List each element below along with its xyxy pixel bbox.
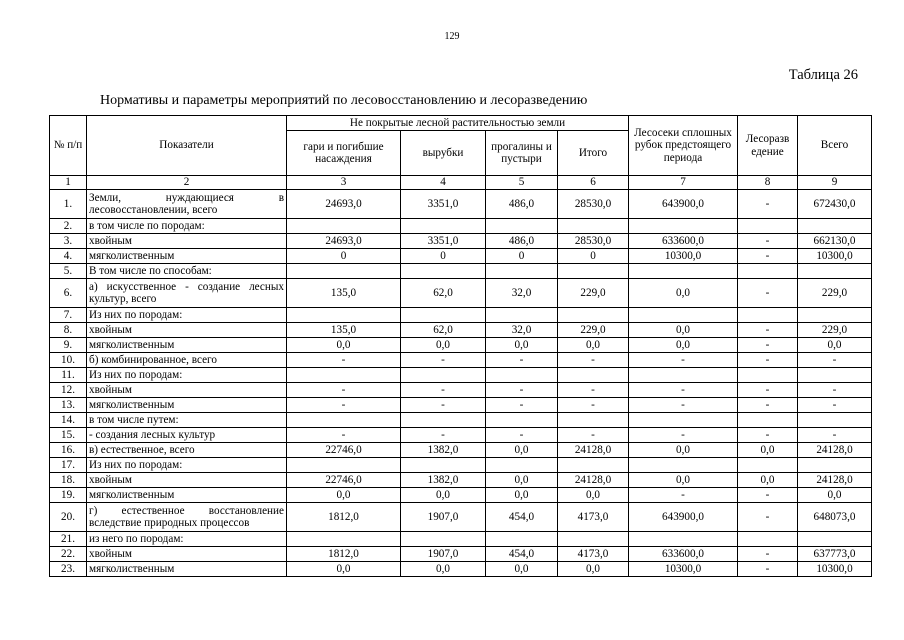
row-value: -	[401, 353, 486, 368]
row-number: 17.	[50, 458, 87, 473]
header-glades: прогалины и пустыри	[486, 131, 558, 176]
row-label: - создания лесных культур	[87, 428, 287, 443]
row-label: мягколиственным	[87, 398, 287, 413]
row-value: -	[287, 428, 401, 443]
row-value: -	[486, 398, 558, 413]
row-value: 486,0	[486, 234, 558, 249]
row-value: 0,0	[287, 338, 401, 353]
row-number: 7.	[50, 308, 87, 323]
row-value	[287, 413, 401, 428]
row-value	[629, 368, 738, 383]
header-indicators: Показатели	[87, 116, 287, 176]
row-value	[558, 532, 629, 547]
row-value	[401, 264, 486, 279]
row-value: -	[738, 338, 798, 353]
row-value	[798, 458, 872, 473]
row-value: 3351,0	[401, 234, 486, 249]
row-value: 0,0	[629, 279, 738, 308]
table-row	[50, 279, 872, 308]
column-number: 7	[629, 176, 738, 190]
row-value	[558, 308, 629, 323]
row-number: 13.	[50, 398, 87, 413]
row-value	[287, 264, 401, 279]
table-row	[50, 264, 872, 279]
table-row	[50, 428, 872, 443]
row-number: 14.	[50, 413, 87, 428]
table-row	[50, 338, 872, 353]
row-number: 9.	[50, 338, 87, 353]
row-value	[401, 219, 486, 234]
row-value: -	[798, 428, 872, 443]
row-label: мягколиственным	[87, 562, 287, 577]
row-number: 8.	[50, 323, 87, 338]
row-label: в том числе по породам:	[87, 219, 287, 234]
row-value	[629, 308, 738, 323]
row-value: 0,0	[486, 338, 558, 353]
row-value	[486, 219, 558, 234]
column-number: 9	[798, 176, 872, 190]
table-row	[50, 473, 872, 488]
row-value: 0,0	[558, 488, 629, 503]
column-number: 3	[287, 176, 401, 190]
table-row	[50, 353, 872, 368]
row-value	[629, 413, 738, 428]
row-value: -	[558, 353, 629, 368]
table-row	[50, 398, 872, 413]
row-number: 6.	[50, 279, 87, 308]
row-value: 229,0	[798, 279, 872, 308]
row-value: 1382,0	[401, 443, 486, 458]
row-value	[629, 532, 738, 547]
row-value	[287, 219, 401, 234]
row-number: 5.	[50, 264, 87, 279]
row-value: 0	[558, 249, 629, 264]
row-value: 0,0	[629, 473, 738, 488]
row-number: 2.	[50, 219, 87, 234]
header-cuttings: вырубки	[401, 131, 486, 176]
row-value: 643900,0	[629, 503, 738, 532]
row-number: 20.	[50, 503, 87, 532]
column-number: 1	[50, 176, 87, 190]
row-value: -	[798, 353, 872, 368]
table-label: Таблица 26	[788, 67, 858, 83]
row-label: из него по породам:	[87, 532, 287, 547]
row-number: 19.	[50, 488, 87, 503]
row-value: 1812,0	[287, 547, 401, 562]
page-number: 129	[444, 31, 460, 42]
row-value	[798, 219, 872, 234]
row-value: 0,0	[401, 338, 486, 353]
row-value: 0,0	[486, 473, 558, 488]
row-value: -	[629, 383, 738, 398]
header-afforestation: Лесоразв едение	[738, 116, 798, 176]
row-value	[629, 264, 738, 279]
row-value: 10300,0	[798, 249, 872, 264]
row-value: 10300,0	[629, 562, 738, 577]
column-number: 5	[486, 176, 558, 190]
table-row	[50, 190, 872, 219]
row-value: 24128,0	[558, 473, 629, 488]
row-value	[486, 413, 558, 428]
row-label: хвойным	[87, 383, 287, 398]
table-row	[50, 562, 872, 577]
table-row	[50, 413, 872, 428]
row-value: 637773,0	[798, 547, 872, 562]
row-number: 10.	[50, 353, 87, 368]
row-value: -	[738, 249, 798, 264]
table-body	[50, 176, 872, 577]
row-value: -	[558, 383, 629, 398]
row-value	[738, 532, 798, 547]
table-row	[50, 308, 872, 323]
row-value: 0	[486, 249, 558, 264]
column-number: 2	[87, 176, 287, 190]
row-label: Из них по породам:	[87, 458, 287, 473]
row-number: 23.	[50, 562, 87, 577]
row-value: 0,0	[798, 338, 872, 353]
row-value: 1907,0	[401, 547, 486, 562]
row-value: -	[629, 353, 738, 368]
header-total: Всего	[798, 116, 872, 176]
table-row	[50, 219, 872, 234]
row-value: 24128,0	[798, 443, 872, 458]
row-value	[798, 413, 872, 428]
row-label: хвойным	[87, 473, 287, 488]
row-label: Из них по породам:	[87, 368, 287, 383]
column-number: 8	[738, 176, 798, 190]
row-value: -	[287, 353, 401, 368]
header-num: № п/п	[50, 116, 87, 176]
row-value: -	[558, 428, 629, 443]
row-value: 1907,0	[401, 503, 486, 532]
row-label: В том числе по способам:	[87, 264, 287, 279]
row-value	[629, 219, 738, 234]
row-value	[401, 413, 486, 428]
row-value: -	[738, 234, 798, 249]
table-row	[50, 458, 872, 473]
row-value: -	[738, 488, 798, 503]
row-value: 0,0	[401, 562, 486, 577]
row-value: -	[738, 279, 798, 308]
row-value: -	[798, 398, 872, 413]
row-value	[287, 458, 401, 473]
row-value: 10300,0	[629, 249, 738, 264]
row-label: Земли, нуждающиеся в лесовосстановлении, всего	[87, 190, 287, 219]
row-number: 15.	[50, 428, 87, 443]
row-value	[486, 458, 558, 473]
row-value: -	[486, 383, 558, 398]
header-group-unforested: Не покрытые лесной растительностью земли	[287, 116, 629, 131]
row-value: 0	[287, 249, 401, 264]
row-value: 0,0	[287, 562, 401, 577]
row-label: хвойным	[87, 547, 287, 562]
row-value	[629, 458, 738, 473]
row-value: 633600,0	[629, 547, 738, 562]
header-clearcuts: Лесосеки сплошных рубок предстоящего периода	[629, 116, 738, 176]
row-value: 0,0	[738, 473, 798, 488]
table-row	[50, 249, 872, 264]
column-number: 6	[558, 176, 629, 190]
row-value	[558, 458, 629, 473]
row-value: 454,0	[486, 547, 558, 562]
row-value	[486, 368, 558, 383]
row-number: 1.	[50, 190, 87, 219]
row-number: 18.	[50, 473, 87, 488]
row-value	[287, 532, 401, 547]
row-value: 648073,0	[798, 503, 872, 532]
row-value: -	[738, 547, 798, 562]
row-value: 0,0	[401, 488, 486, 503]
row-label: хвойным	[87, 323, 287, 338]
column-number-row	[50, 176, 872, 190]
row-value: 135,0	[287, 279, 401, 308]
table-row	[50, 383, 872, 398]
row-value	[738, 368, 798, 383]
row-value	[558, 413, 629, 428]
row-value: 229,0	[558, 279, 629, 308]
row-value: -	[738, 353, 798, 368]
row-value: 24128,0	[798, 473, 872, 488]
row-value: -	[486, 353, 558, 368]
row-value: 1382,0	[401, 473, 486, 488]
row-value: -	[738, 398, 798, 413]
row-label: б) комбинированное, всего	[87, 353, 287, 368]
row-value	[486, 532, 558, 547]
row-value: 32,0	[486, 279, 558, 308]
row-value	[798, 308, 872, 323]
row-value	[287, 368, 401, 383]
row-value: -	[798, 383, 872, 398]
row-value: 24693,0	[287, 234, 401, 249]
row-value: -	[558, 398, 629, 413]
row-number: 3.	[50, 234, 87, 249]
document-title: Нормативы и параметры мероприятий по лесовосстановлению и лесоразведению	[100, 93, 588, 108]
row-value	[401, 368, 486, 383]
row-value: -	[738, 562, 798, 577]
table-row	[50, 234, 872, 249]
row-value	[401, 308, 486, 323]
row-value	[558, 219, 629, 234]
row-value: 24693,0	[287, 190, 401, 219]
row-label: в) естественное, всего	[87, 443, 287, 458]
row-value	[738, 458, 798, 473]
row-value: 0	[401, 249, 486, 264]
row-label: г) естественное восстановление вследствие природных процессов	[87, 503, 287, 532]
row-value: 0,0	[558, 338, 629, 353]
row-value: 0,0	[558, 562, 629, 577]
row-value: -	[738, 190, 798, 219]
row-value: 0,0	[629, 338, 738, 353]
header-row-1	[50, 116, 872, 131]
row-label: хвойным	[87, 234, 287, 249]
row-value: 229,0	[798, 323, 872, 338]
row-value	[486, 264, 558, 279]
row-value	[798, 264, 872, 279]
row-value: 0,0	[486, 443, 558, 458]
row-value: 486,0	[486, 190, 558, 219]
row-value	[558, 368, 629, 383]
row-value	[401, 458, 486, 473]
row-value: 0,0	[486, 562, 558, 577]
row-value: -	[486, 428, 558, 443]
row-value	[738, 308, 798, 323]
row-value	[558, 264, 629, 279]
row-value: 62,0	[401, 279, 486, 308]
row-number: 11.	[50, 368, 87, 383]
row-number: 16.	[50, 443, 87, 458]
row-number: 21.	[50, 532, 87, 547]
row-value	[486, 308, 558, 323]
row-value	[798, 368, 872, 383]
header-burns: гари и погибшие насаждения	[287, 131, 401, 176]
table-row	[50, 547, 872, 562]
row-value: 662130,0	[798, 234, 872, 249]
row-value: -	[738, 323, 798, 338]
row-value: -	[738, 383, 798, 398]
row-value: 4173,0	[558, 547, 629, 562]
table-row	[50, 532, 872, 547]
row-value: -	[738, 503, 798, 532]
row-value	[738, 413, 798, 428]
row-label: Из них по породам:	[87, 308, 287, 323]
row-value: -	[287, 383, 401, 398]
row-value	[287, 308, 401, 323]
row-value: 22746,0	[287, 473, 401, 488]
row-label: а) искусственное - создание лесных культур, всего	[87, 279, 287, 308]
row-value: 22746,0	[287, 443, 401, 458]
row-label: мягколиственным	[87, 488, 287, 503]
row-value: 0,0	[629, 323, 738, 338]
row-value: 10300,0	[798, 562, 872, 577]
row-value: 0,0	[629, 443, 738, 458]
row-value: -	[629, 398, 738, 413]
row-value: 32,0	[486, 323, 558, 338]
row-value: 672430,0	[798, 190, 872, 219]
table-row	[50, 443, 872, 458]
row-value: -	[287, 398, 401, 413]
table-row	[50, 488, 872, 503]
row-value: -	[738, 428, 798, 443]
row-value: 62,0	[401, 323, 486, 338]
row-value: 1812,0	[287, 503, 401, 532]
row-value: 24128,0	[558, 443, 629, 458]
column-number: 4	[401, 176, 486, 190]
row-value: -	[629, 428, 738, 443]
row-value: 135,0	[287, 323, 401, 338]
row-value: 4173,0	[558, 503, 629, 532]
row-label: в том числе путем:	[87, 413, 287, 428]
row-value: 3351,0	[401, 190, 486, 219]
row-value: 0,0	[486, 488, 558, 503]
row-value: -	[401, 428, 486, 443]
row-value	[798, 532, 872, 547]
row-number: 4.	[50, 249, 87, 264]
row-value	[401, 532, 486, 547]
row-value	[738, 264, 798, 279]
table-row	[50, 503, 872, 532]
table-row	[50, 368, 872, 383]
row-label: мягколиственным	[87, 338, 287, 353]
row-value: 643900,0	[629, 190, 738, 219]
header-total-group: Итого	[558, 131, 629, 176]
row-label: мягколиственным	[87, 249, 287, 264]
norms-table	[49, 115, 872, 577]
row-value: 0,0	[738, 443, 798, 458]
row-value: 0,0	[798, 488, 872, 503]
table-row	[50, 323, 872, 338]
row-value: -	[629, 488, 738, 503]
row-value: 454,0	[486, 503, 558, 532]
row-value: -	[401, 383, 486, 398]
row-value: -	[401, 398, 486, 413]
row-value: 229,0	[558, 323, 629, 338]
row-value: 28530,0	[558, 190, 629, 219]
row-value	[738, 219, 798, 234]
row-value: 633600,0	[629, 234, 738, 249]
row-number: 12.	[50, 383, 87, 398]
row-number: 22.	[50, 547, 87, 562]
row-value: 28530,0	[558, 234, 629, 249]
row-value: 0,0	[287, 488, 401, 503]
